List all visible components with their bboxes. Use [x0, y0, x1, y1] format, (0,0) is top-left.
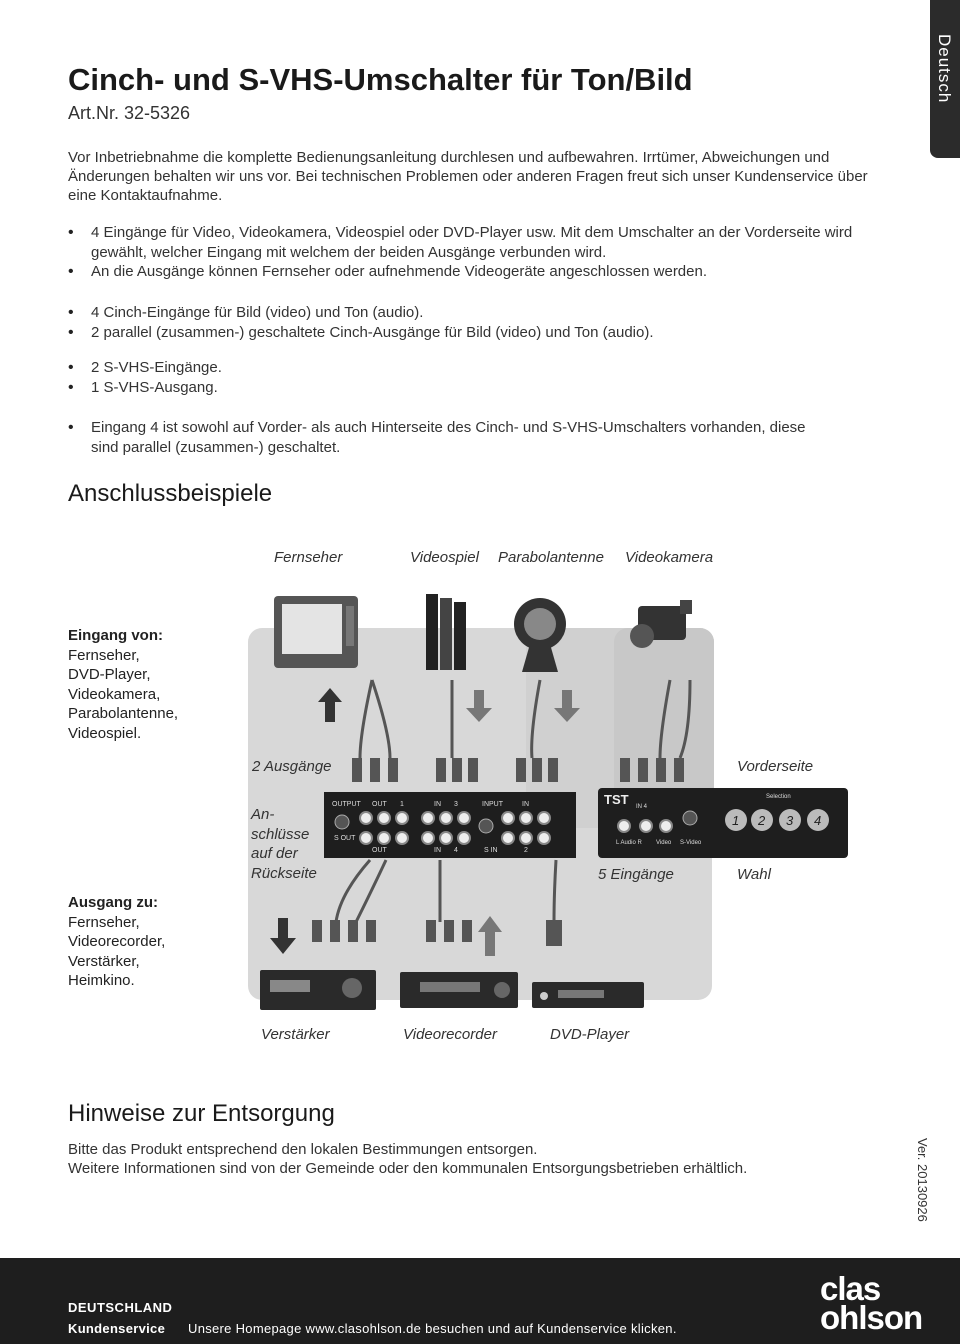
output-heading: Ausgang zu:: [68, 894, 158, 911]
input-item: Fernseher,: [68, 646, 140, 664]
rear-label-line: auf der: [251, 845, 298, 862]
clas-ohlson-logo: [820, 1270, 923, 1336]
footer-country: DEUTSCHLAND: [68, 1300, 173, 1315]
rear-input-label: INPUT: [482, 801, 503, 808]
label-two-outputs: 2 Ausgänge: [252, 758, 332, 775]
label-rear-connectors: [251, 805, 317, 883]
list-item: • 1 S-VHS-Ausgang.: [68, 378, 898, 398]
output-item: Verstärker,: [68, 952, 140, 970]
label-videospiel: Videospiel: [410, 549, 479, 566]
rear-s-in-label: S IN: [484, 847, 498, 854]
front-jacks: [618, 820, 672, 832]
input-item: Parabolantenne,: [68, 705, 179, 722]
input-item: DVD-Player,: [68, 666, 151, 683]
output-item: Videorecorder,: [68, 933, 166, 950]
output-item: Fernseher,: [68, 913, 140, 931]
front-brand-label: TST: [604, 792, 629, 807]
front-svideo-label: S-Video: [680, 840, 702, 846]
rear-4-label: 4: [454, 847, 458, 854]
label-front-side: Vorderseite: [737, 758, 814, 775]
front-panel: [598, 788, 848, 858]
list-item: • An die Ausgänge können Fernseher oder aufnehmende Videogeräte angeschlossen werden.: [68, 262, 898, 282]
footer: [0, 1258, 960, 1344]
label-verstaerker: Verstärker: [261, 1026, 330, 1043]
footer-service-label: Kundenservice: [68, 1321, 166, 1336]
input-item: Videospiel.: [68, 724, 142, 742]
front-selection-label: Selection: [766, 794, 791, 800]
section-title-disposal: Hinweise zur Entsorgung: [68, 1100, 335, 1127]
select-label-2: 2: [758, 813, 766, 828]
rear-in4-label: IN: [434, 847, 441, 854]
front-video-label: Video: [656, 840, 672, 846]
disposal-text: [68, 1140, 747, 1178]
page-title: Cinch- und S-VHS-Umschalter für Ton/Bild: [68, 62, 693, 97]
output-item: Heimkino.: [68, 972, 135, 989]
videospiel-icon: [426, 594, 466, 670]
version-label: Ver. 20130926: [915, 1138, 930, 1222]
rear-s-out-label: S OUT: [334, 835, 356, 842]
logo-line: ohlson: [820, 1299, 923, 1336]
rear-label-line: An-: [251, 806, 275, 823]
disposal-line: Weitere Informationen sind von der Gemeinde oder den kommunalen Entsorgungsbetrieben erhältlich.: [68, 1160, 748, 1177]
language-tab[interactable]: [930, 0, 960, 158]
rear-in-label: IN: [434, 801, 441, 808]
select-label-1: 1: [732, 813, 740, 828]
label-fernseher: Fernseher: [274, 549, 343, 566]
list-item: • 4 Cinch-Eingänge für Bild (video) und Ton (audio).: [68, 303, 898, 323]
input-item: Videokamera,: [68, 685, 161, 703]
feature-list-2: [68, 303, 898, 342]
label-videokamera: Videokamera: [625, 549, 714, 566]
language-tab-label: Deutsch: [935, 34, 954, 104]
article-number: Art.Nr. 32-5326: [68, 103, 191, 123]
rear-1-label: 1: [400, 801, 404, 808]
rear-out-label: OUT: [372, 801, 387, 808]
footer-service-text: Unsere Homepage www.clasohlson.de besuchen und auf Kundenservice klicken.: [188, 1321, 677, 1336]
label-videorecorder: Videorecorder: [403, 1026, 497, 1043]
label-parabolantenne: Parabolantenne: [498, 549, 604, 566]
tv-icon: [274, 596, 358, 668]
rear-output-label: OUTPUT: [332, 801, 361, 808]
videorecorder-icon: [400, 972, 518, 1008]
label-five-inputs: 5 Eingänge: [598, 866, 674, 883]
disposal-line: Bitte das Produkt entsprechend den lokalen Bestimmungen entsorgen.: [68, 1141, 538, 1158]
select-label-4: 4: [814, 813, 822, 828]
rear-label-line: Rückseite: [251, 864, 317, 882]
rear-out2-label: OUT: [372, 847, 387, 854]
list-item: • Eingang 4 ist sowohl auf Vorder- als auch Hinterseite des Cinch- und S-VHS-Umschalters vorhanden, diese sind parallel (zusammen-) geschaltet.: [68, 418, 808, 457]
rear-label-line: schlüsse: [251, 825, 310, 843]
list-item: • 4 Eingänge für Video, Videokamera, Videospiel oder DVD-Player usw. Mit dem Umschalter an der Vorderseite wird gewählt, welcher Eingang mit welchem der beiden Ausgänge verbunden wird.: [68, 223, 898, 262]
front-audio-label: L Audio R: [616, 840, 642, 846]
amplifier-icon: [260, 970, 376, 1010]
list-item: • 2 parallel (zusammen-) geschaltete Cinch-Ausgänge für Bild (video) und Ton (audio).: [68, 323, 898, 343]
front-in4-label: IN 4: [636, 804, 648, 810]
logo-line: clas: [820, 1270, 881, 1307]
rear-in1-label: IN: [522, 801, 529, 808]
output-devices-list: [68, 893, 165, 991]
front-svideo-jack: [683, 811, 697, 825]
feature-list-3: [68, 358, 898, 397]
list-item: • 2 S-VHS-Eingänge.: [68, 358, 898, 378]
label-dvd-player: DVD-Player: [550, 1026, 630, 1043]
input-devices-list: [68, 626, 178, 743]
connection-diagram: [240, 584, 880, 1024]
dvd-player-icon: [532, 982, 644, 1008]
section-title-examples: Anschlussbeispiele: [68, 480, 273, 507]
rear-2-label: 2: [524, 847, 528, 854]
feature-list-1: [68, 223, 898, 282]
input-heading: Eingang von:: [68, 627, 163, 644]
select-label-3: 3: [786, 813, 794, 828]
rear-panel: [324, 792, 576, 858]
label-select: Wahl: [737, 866, 771, 883]
rear-3-label: 3: [454, 801, 458, 808]
intro-paragraph: Vor Inbetriebnahme die komplette Bedienungsanleitung durchlesen und aufbewahren. Irrtümer, Abweichungen und Änderungen behalten wir uns vor. Bei technischen Problemen oder anderen Fragen freut sich unser Kundenservice über eine Kontaktaufnahme.: [68, 149, 868, 204]
feature-list-4: [68, 418, 808, 457]
